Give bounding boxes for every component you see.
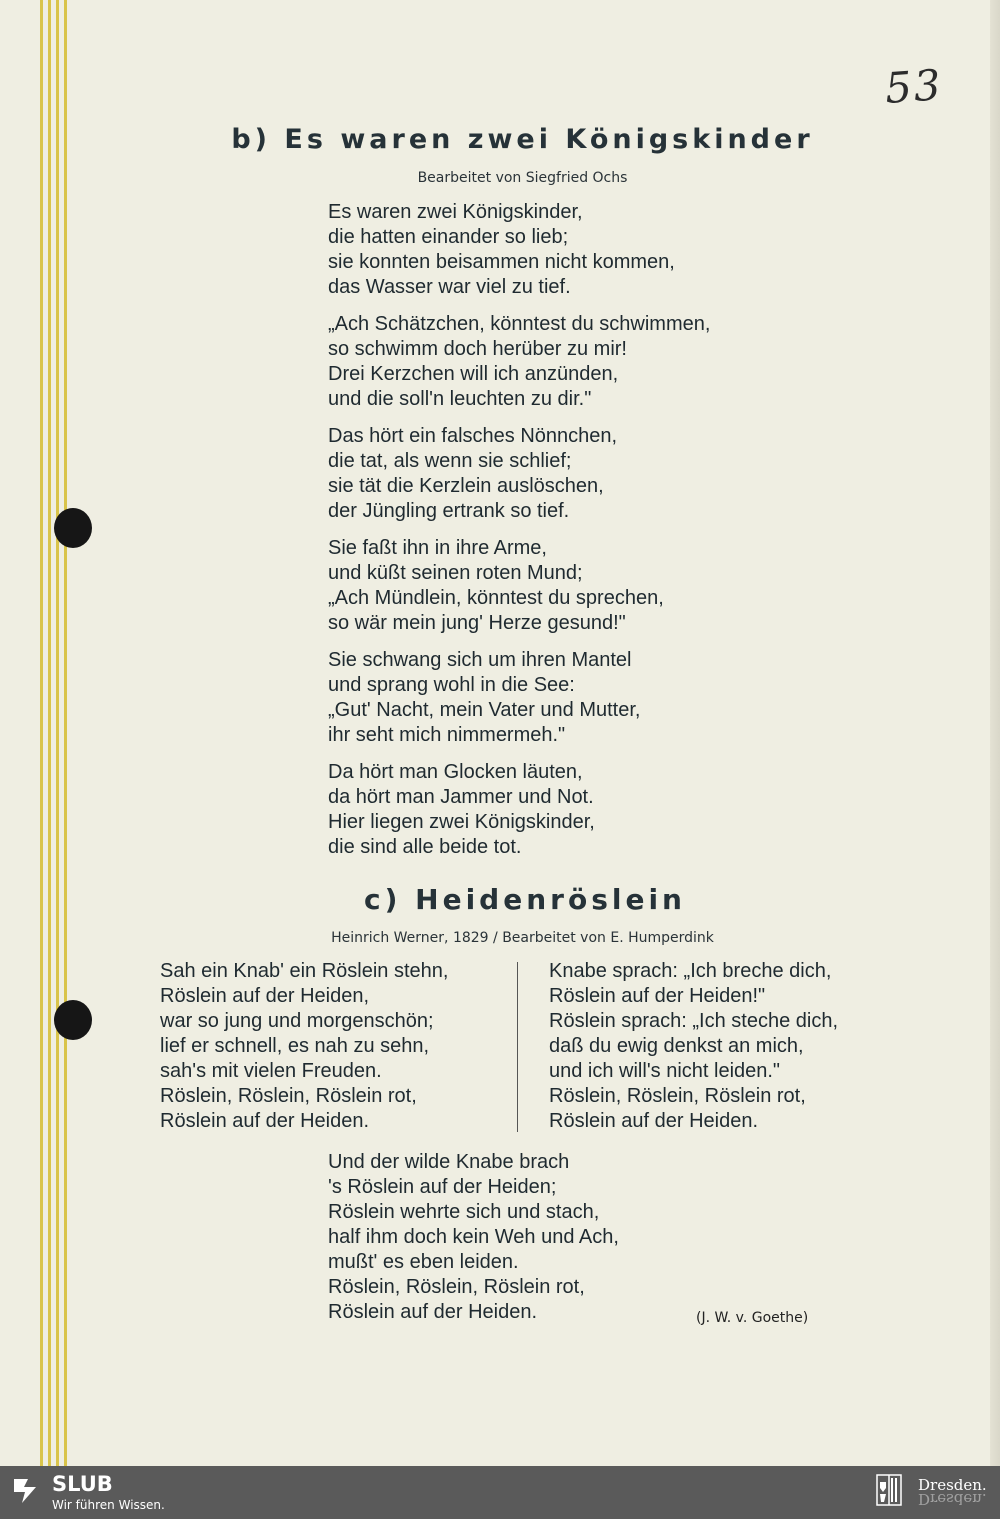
verse-line: Röslein auf der Heiden, [160,985,370,1007]
verse-line: sie tät die Kerzlein auslöschen, [328,475,604,497]
verse-line: und sprang wohl in die See: [328,674,575,696]
song-c-right-stanza [549,959,838,1134]
verse-line: Sie faßt ihn in ihre Arme, [328,537,547,559]
verse-line: „Ach Schätzchen, könntest du schwimmen, [328,313,711,335]
verse-line: und ich will's nicht leiden." [549,1060,781,1082]
song-c-title: c) Heidenröslein [364,883,686,916]
song-b-poem [328,200,710,872]
song-c-left-stanza [160,959,448,1134]
stanza [328,536,710,636]
page-edge [990,0,1000,1466]
verse-line: Röslein, Röslein, Röslein rot, [328,1276,585,1298]
verse-line: der Jüngling ertrank so tief. [328,500,570,522]
verse-line: Drei Kerzchen will ich anzünden, [328,363,619,385]
song-b-title: b) Es waren zwei Königskinder [231,124,814,155]
verse-line: daß du ewig denkst an mich, [549,1035,804,1057]
song-c-final-stanza [328,1150,619,1325]
verse-line: mußt' es eben leiden. [328,1251,519,1273]
verse-line: Röslein auf der Heiden. [160,1110,370,1132]
verse-line: sah's mit vielen Freuden. [160,1060,382,1082]
verse-line: Röslein, Röslein, Röslein rot, [549,1085,806,1107]
verse-line: und die soll'n leuchten zu dir." [328,388,592,410]
stanza [328,200,710,300]
slub-tagline: Wir führen Wissen. [52,1498,165,1512]
verse-line: die sind alle beide tot. [328,836,522,858]
verse-line: lief er schnell, es nah zu sehn, [160,1035,430,1057]
verse-line: Röslein wehrte sich und stach, [328,1201,600,1223]
author-attribution: (J. W. v. Goethe) [696,1310,809,1326]
verse-line: die hatten einander so lieb; [328,226,569,248]
punch-hole-top [54,508,92,548]
verse-line: da hört man Jammer und Not. [328,786,594,808]
slub-logo-icon[interactable] [10,1475,40,1505]
punch-hole-bottom [54,1000,92,1040]
verse-line: half ihm doch kein Weh und Ach, [328,1226,619,1248]
dresden-wordmark-reflection: Dresden. [918,1490,987,1508]
verse-line: Knabe sprach: „Ich breche dich, [549,960,832,982]
verse-line: Sie schwang sich um ihren Mantel [328,649,632,671]
verse-line: „Ach Mündlein, könntest du sprechen, [328,587,664,609]
verse-line: das Wasser war viel zu tief. [328,276,571,298]
verse-line: Das hört ein falsches Nönnchen, [328,425,618,447]
verse-line: Und der wilde Knabe brach [328,1151,570,1173]
verse-line: sie konnten beisammen nicht kommen, [328,251,675,273]
footer-bar [0,1466,1000,1519]
verse-line: und küßt seinen roten Mund; [328,562,583,584]
verse-line: Röslein auf der Heiden. [549,1110,759,1132]
song-c-subtitle: Heinrich Werner, 1829 / Bearbeitet von E. Humperdink [331,930,714,946]
verse-line: war so jung und morgenschön; [160,1010,434,1032]
verse-line: Es waren zwei Königskinder, [328,201,583,223]
dresden-wordmark[interactable]: Dresden. [918,1476,987,1494]
verse-line: Röslein auf der Heiden. [328,1301,538,1323]
verse-line: die tat, als wenn sie schlief; [328,450,572,472]
verse-line: Sah ein Knab' ein Röslein stehn, [160,960,449,982]
dresden-crest-icon[interactable] [876,1474,902,1506]
handwritten-page-number: 53 [883,60,945,113]
binding-stripes [40,0,70,1466]
verse-line: so schwimm doch herüber zu mir! [328,338,627,360]
stanza [328,424,710,524]
verse-line: so wär mein jung' Herze gesund!" [328,612,626,634]
stanza [328,312,710,412]
verse-line: Röslein, Röslein, Röslein rot, [160,1085,417,1107]
verse-line: Röslein auf der Heiden!" [549,985,766,1007]
verse-line: Röslein sprach: „Ich steche dich, [549,1010,839,1032]
verse-line: Da hört man Glocken läuten, [328,761,583,783]
verse-line: ihr seht mich nimmermeh." [328,724,566,746]
song-b-subtitle: Bearbeitet von Siegfried Ochs [417,170,628,186]
stanza [328,648,710,748]
verse-line: 's Röslein auf der Heiden; [328,1176,557,1198]
slub-name[interactable]: SLUB [52,1472,113,1496]
verse-line: Hier liegen zwei Königskinder, [328,811,595,833]
stanza [328,760,710,860]
column-divider [517,962,518,1132]
verse-line: „Gut' Nacht, mein Vater und Mutter, [328,699,641,721]
